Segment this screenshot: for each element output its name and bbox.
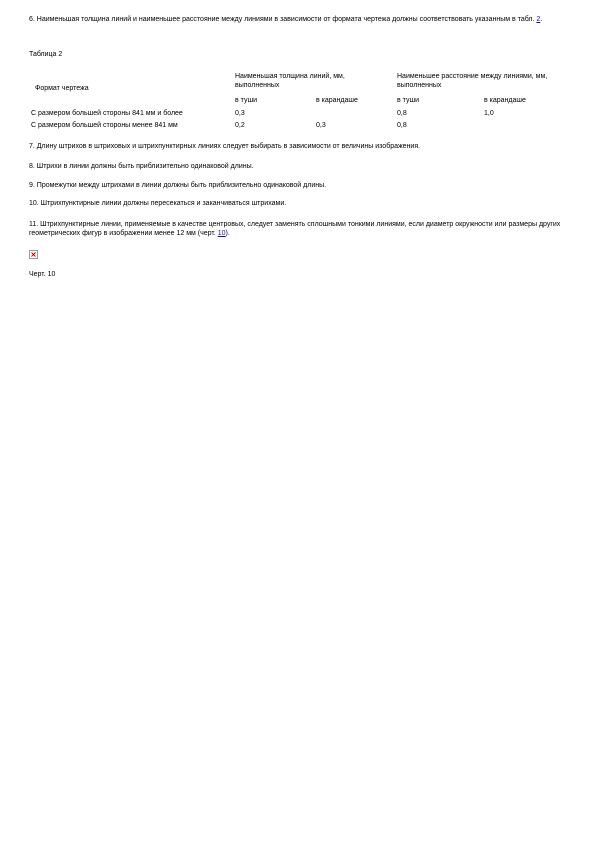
header-thickness: Наименьшая толщина линий, мм, выполненных [235, 73, 345, 89]
row-1-format: С размером большей стороны 841 мм и более [31, 110, 183, 117]
row-2-distance-ink: 0,8 [397, 122, 407, 129]
row-1-thickness-ink: 0,3 [235, 110, 245, 117]
paragraph-11-text: 11. Штрихпунктирные линии, применяемые в качестве центровых, следует заменять сплошными тонкими линиями, если диаметр окружности или размеры других геометрических фигур в изображении менее 12 мм (черт. [29, 221, 561, 237]
subheader-thickness-ink: в туши [235, 97, 257, 104]
paragraph-6-tail: . [540, 16, 543, 23]
chart-10-link[interactable]: 10 [217, 230, 226, 237]
paragraph-9: 9. Промежутки между штрихами в линии должны быть приблизительно одинаковой длины. [29, 182, 327, 189]
broken-image-icon [29, 250, 38, 259]
paragraph-8: 8. Штрихи в линии должны быть приблизительно одинаковой длины. [29, 163, 254, 170]
table-2-link[interactable]: 2 [536, 16, 541, 23]
paragraph-6 [29, 15, 569, 24]
paragraph-11-tail: ). [225, 230, 230, 237]
paragraph-6-text: 6. Наименьшая толщина линий и наименьшее расстояние между линиями в зависимости от формата чертежа должны соответствовать указанным в табл. [29, 16, 537, 23]
row-2-format: С размером большей стороны менее 841 мм [31, 122, 178, 129]
subheader-distance-ink: в туши [397, 97, 419, 104]
subheader-distance-pencil: в карандаше [484, 97, 526, 104]
paragraph-10: 10. Штрихпунктирные линии должны пересекаться и заканчиваться штрихами. [29, 200, 287, 207]
row-1-distance-pencil: 1,0 [484, 110, 494, 117]
header-format: Формат чертежа [35, 85, 89, 92]
row-1-distance-ink: 0,8 [397, 110, 407, 117]
row-2-thickness-ink: 0,2 [235, 122, 245, 129]
subheader-thickness-pencil: в карандаше [316, 97, 358, 104]
broken-image-cross-icon [31, 252, 36, 257]
paragraph-11 [29, 220, 569, 238]
chart-caption: Черт. 10 [29, 271, 56, 278]
table-caption: Таблица 2 [29, 51, 63, 58]
row-2-thickness-pencil: 0,3 [316, 122, 326, 129]
header-distance: Наименьшее расстояние между линиями, мм, выполненных [397, 73, 548, 89]
line-thickness-table [29, 71, 569, 133]
paragraph-7: 7. Длину штрихов в штриховых и штрихпунктирных линиях следует выбирать в зависимости от величины изображения. [29, 143, 421, 150]
